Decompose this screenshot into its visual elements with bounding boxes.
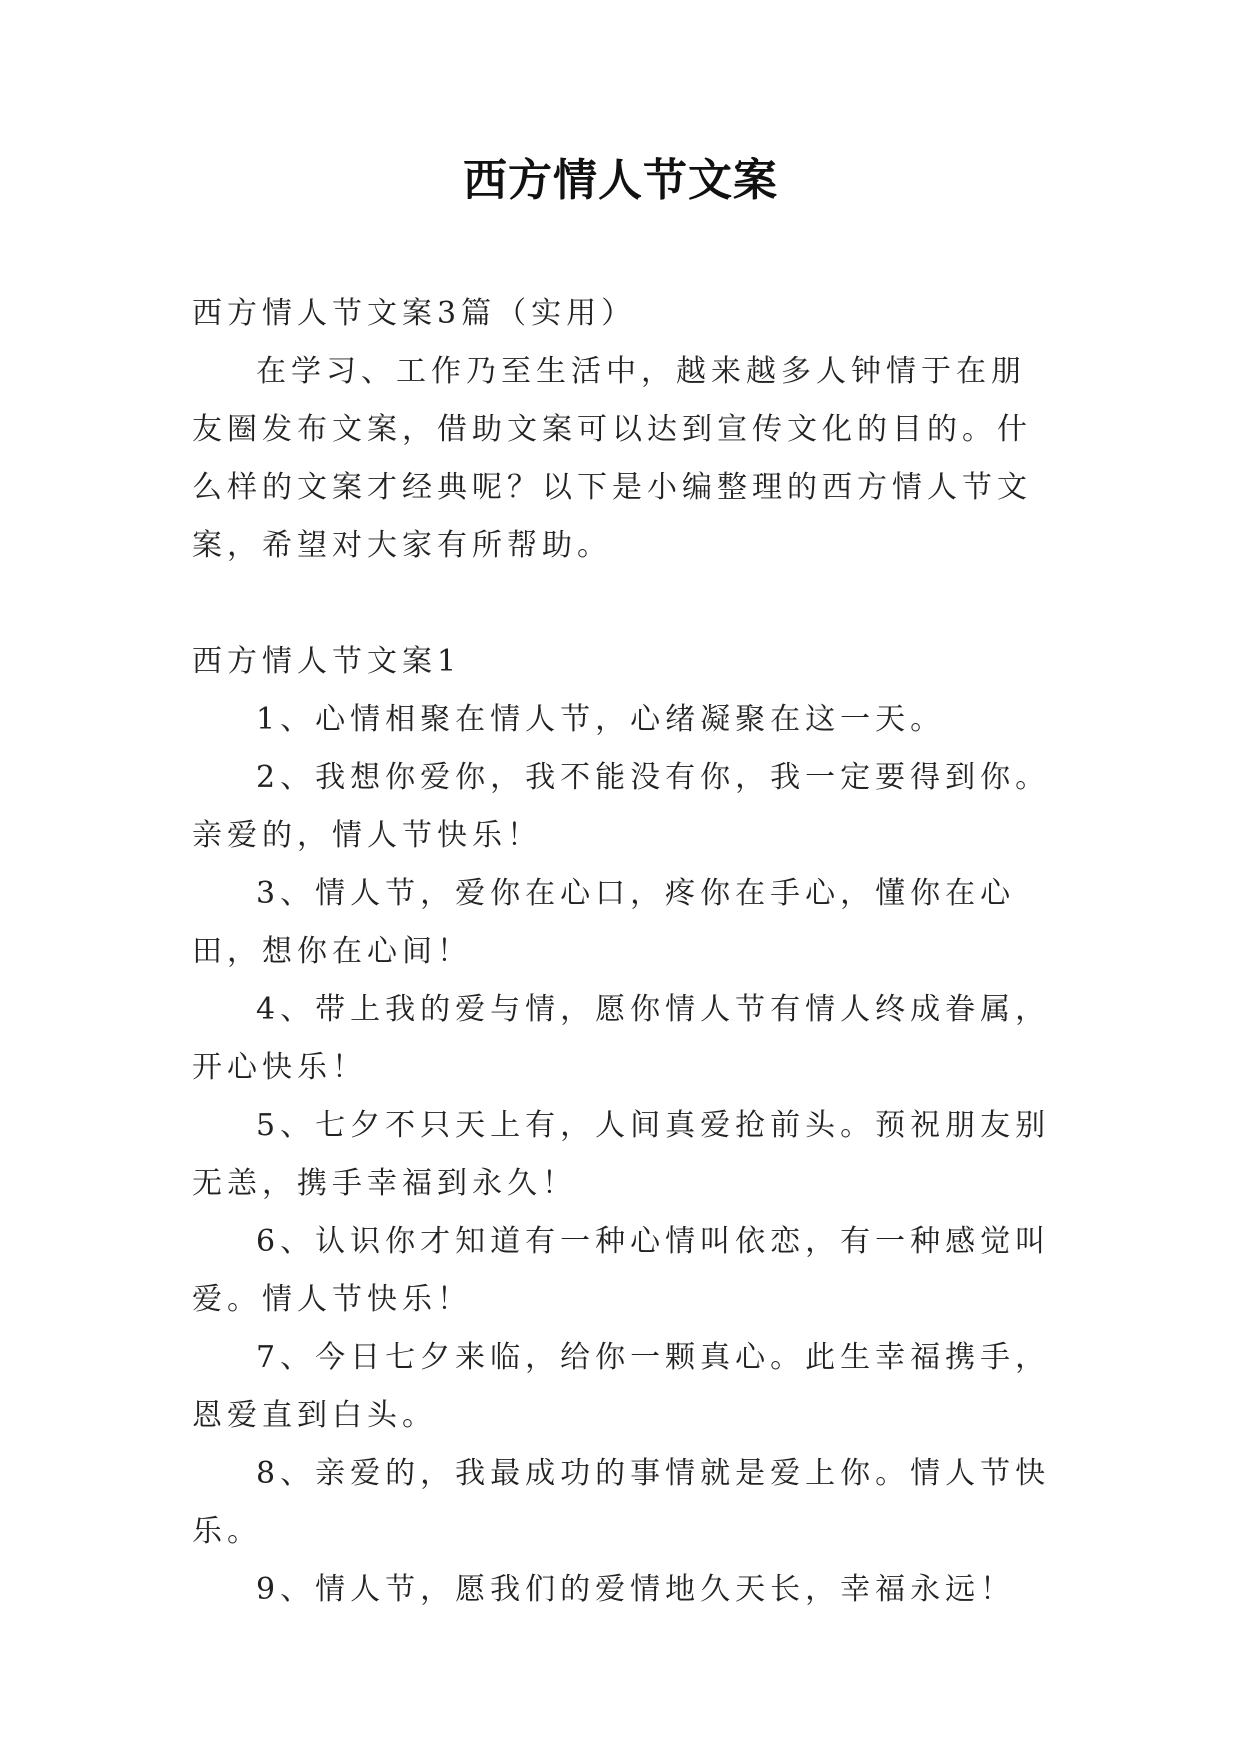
list-item: 1、心情相聚在情人节，心绪凝聚在这一天。 <box>256 702 946 737</box>
document-title: 西方情人节文案 <box>463 155 778 206</box>
list-item: 5、七夕不只天上有，人间真爱抢前头。预祝朋友别无恙，携手幸福到永久！ <box>192 1108 1051 1201</box>
list-item: 4、带上我的爱与情，愿你情人节有情人终成眷属，开心快乐！ <box>192 992 1051 1085</box>
list-item: 2、我想你爱你，我不能没有你，我一定要得到你。亲爱的，情人节快乐！ <box>192 760 1051 853</box>
list-item: 9、情人节，愿我们的爱情地久天长，幸福永远！ <box>256 1572 1016 1607</box>
document-subtitle: 西方情人节文案3篇（实用） <box>192 296 637 331</box>
intro-paragraph: 在学习、工作乃至生活中，越来越多人钟情于在朋友圈发布文案，借助文案可以达到宣传文化的目的。什么样的文案才经典呢？以下是小编整理的西方情人节文案，希望对大家有所帮助。 <box>192 354 1032 563</box>
list-item: 6、认识你才知道有一种心情叫依恋，有一种感觉叫爱。情人节快乐！ <box>192 1224 1051 1317</box>
document-body <box>192 285 1052 1619</box>
list-item: 3、情人节，爱你在心口，疼你在手心，懂你在心田，想你在心间！ <box>192 876 1016 969</box>
section-heading: 西方情人节文案1 <box>192 644 462 679</box>
list-item: 7、今日七夕来临，给你一颗真心。此生幸福携手，恩爱直到白头。 <box>192 1340 1051 1433</box>
list-item: 8、亲爱的，我最成功的事情就是爱上你。情人节快乐。 <box>192 1456 1051 1549</box>
